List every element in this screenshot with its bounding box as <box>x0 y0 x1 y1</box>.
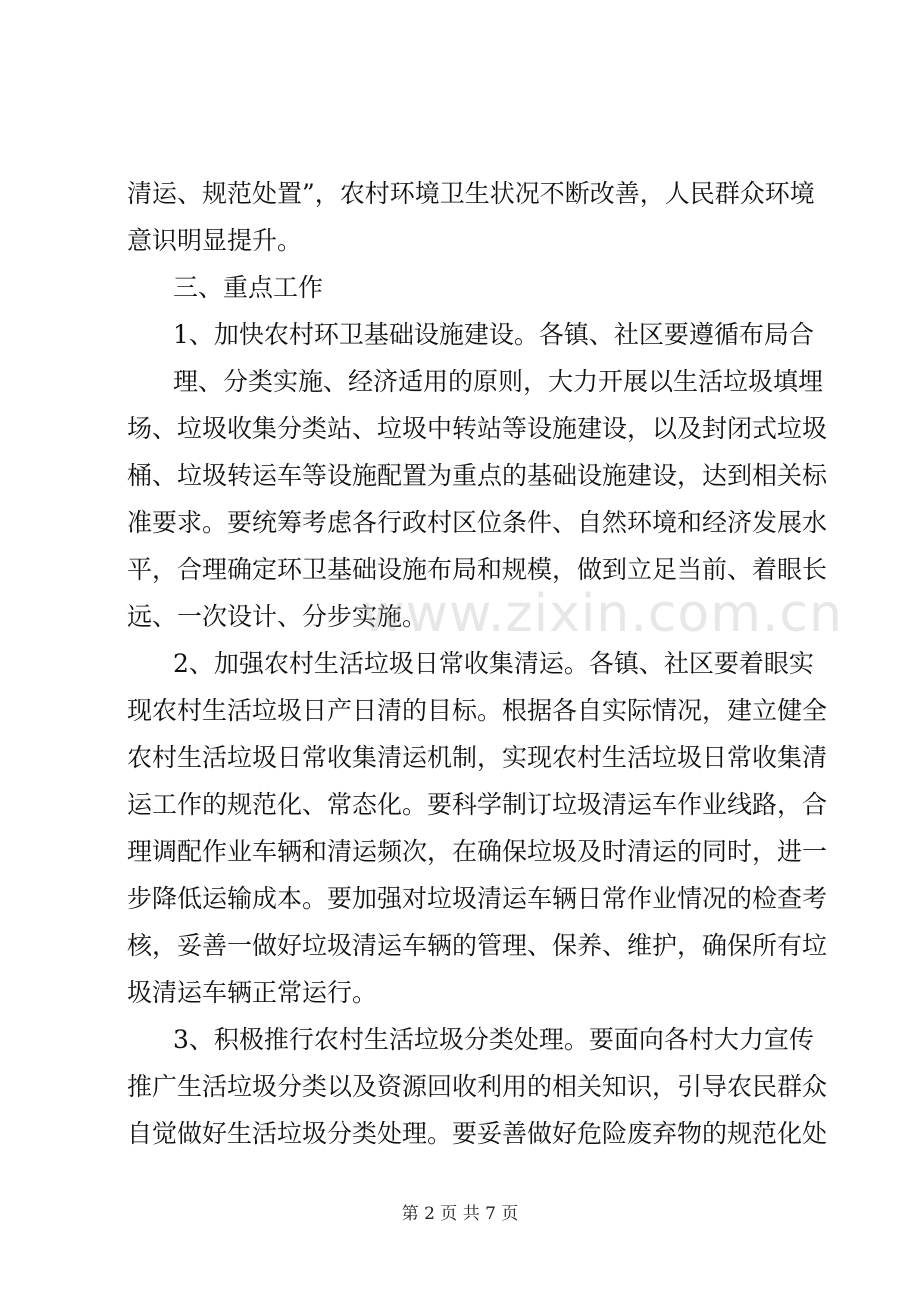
text-line: 推广生活垃圾分类以及资源回收利用的相关知识，引导农民群众 <box>127 1072 828 1101</box>
text-line: 圾清运车辆正常运行。 <box>127 978 378 1007</box>
paragraph-first-line: 1、加快农村环卫基础设施建设。各镇、社区要遵循布局合 <box>173 320 814 349</box>
text-line: 清运、规范处置”，农村环境卫生状况不断改善，人民群众环境 <box>127 179 815 208</box>
text-line: 桶、垃圾转运车等设施配置为重点的基础设施建设，达到相关标 <box>127 461 828 490</box>
text-line: 步降低运输成本。要加强对垃圾清运车辆日常作业情况的检查考 <box>127 884 828 913</box>
paragraph-first-line: 3、积极推行农村生活垃圾分类处理。要面向各村大力宣传 <box>173 1025 814 1054</box>
text-line: 现农村生活垃圾日产日清的目标。根据各自实际情况，建立健全 <box>127 696 828 725</box>
watermark: www.zixin.com.cn <box>362 584 843 644</box>
text-line: 场、垃圾收集分类站、垃圾中转站等设施建设，以及封闭式垃圾 <box>127 414 828 443</box>
text-line: 理、分类实施、经济适用的原则，大力开展以生活垃圾填埋 <box>173 367 824 396</box>
text-line: 运工作的规范化、常态化。要科学制订垃圾清运车作业线路，合 <box>127 790 828 819</box>
text-line: 理调配作业车辆和清运频次，在确保垃圾及时清运的同时，进一 <box>127 837 828 866</box>
page-footer: 第 2 页 共 7 页 <box>401 1204 519 1224</box>
text-line: 农村生活垃圾日常收集清运机制，实现农村生活垃圾日常收集清 <box>127 743 828 772</box>
text-line: 准要求。要统筹考虑各行政村区位条件、自然环境和经济发展水 <box>127 508 828 537</box>
text-line: 自觉做好生活垃圾分类处理。要妥善做好危险废弃物的规范化处 <box>127 1119 828 1148</box>
text-line: 平，合理确定环卫基础设施布局和规模，做到立足当前、着眼长 <box>127 555 828 584</box>
text-line: 核，妥善一做好垃圾清运车辆的管理、保养、维护，确保所有垃 <box>127 931 828 960</box>
text-line: 远、一次设计、分步实施。 <box>127 602 428 631</box>
paragraph-first-line: 2、加强农村生活垃圾日常收集清运。各镇、社区要着眼实 <box>173 649 814 678</box>
text-line: 意识明显提升。 <box>127 226 303 255</box>
body-text <box>127 170 828 1157</box>
section-heading: 三、重点工作 <box>173 273 324 302</box>
